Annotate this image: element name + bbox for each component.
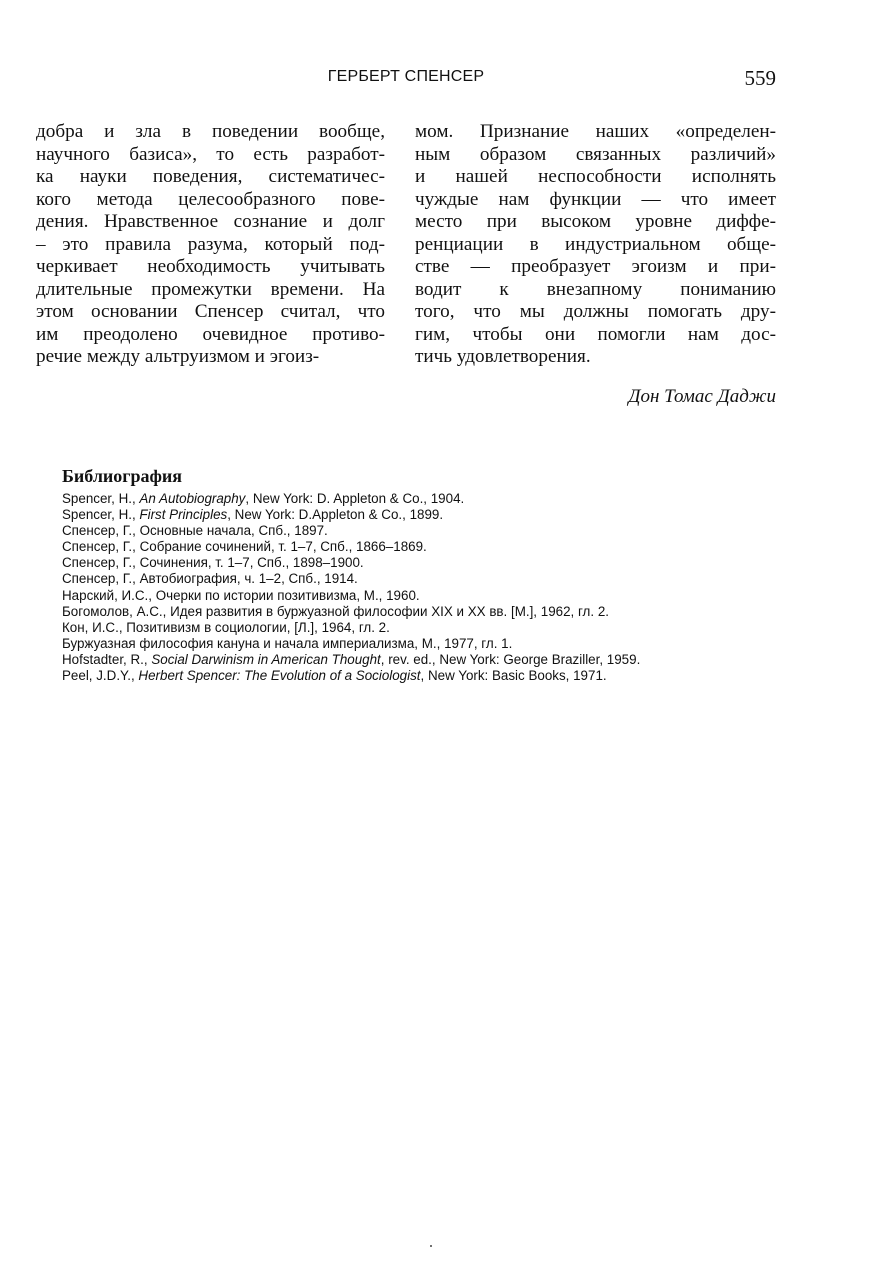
bibliography-entry <box>62 507 782 523</box>
left-column <box>36 121 385 369</box>
entry-text: Peel, J.D.Y., <box>62 668 139 684</box>
entry-text: Спенсер, Г., Сочинения, т. 1–7, Спб., 1898–1900. <box>62 555 364 571</box>
text-line: водит к внезапному пониманию <box>415 278 776 300</box>
entry-text: Кон, И.С., Позитивизм в социологии, [Л.], 1964, гл. 2. <box>62 619 390 635</box>
entry-text: Спенсер, Г., Основные начала, Спб., 1897. <box>62 523 328 539</box>
entry-text: Нарский, И.С., Очерки по истории позитивизма, М., 1960. <box>62 587 420 603</box>
entry-title: First Principles <box>139 507 228 523</box>
entry-text: , New York: D.Appleton & Co., 1899. <box>227 507 444 523</box>
bibliography-entry <box>62 636 782 652</box>
entry-title: Social Darwinism in American Thought <box>151 651 381 667</box>
text-line: и нашей неспособности исполнять <box>415 166 776 187</box>
entry-text: Богомолов, А.С., Идея развития в буржуазной философии XIX и XX вв. [М.], 1962, гл. 2. <box>62 603 609 619</box>
bibliography-heading: Библиография <box>62 466 183 486</box>
text-line: место при высоком уровне диффе- <box>415 211 776 232</box>
entry-title: Herbert Spencer: The Evolution of a Sociologist <box>138 668 421 684</box>
entry-text: Буржуазная философия кануна и начала империализма, М., 1977, гл. 1. <box>62 635 513 651</box>
page-number: 559 <box>744 66 776 90</box>
text-line: ным образом связанных различий» <box>415 143 776 165</box>
text-line: длительные промежутки времени. На <box>36 278 385 300</box>
entry-text: , New York: Basic Books, 1971. <box>420 668 607 684</box>
bibliography-entry <box>62 555 782 571</box>
text-line: кого метода целесообразного пове- <box>36 188 385 210</box>
text-line: им преодолено очевидное противо- <box>36 323 385 345</box>
entry-text: , New York: D. Appleton & Co., 1904. <box>245 491 465 506</box>
text-line: черкивает необходимость учитывать <box>36 256 385 277</box>
running-title: ГЕРБЕРТ СПЕНСЕР <box>327 68 485 85</box>
bibliography-entry <box>62 491 782 507</box>
text-line: чуждые нам функции — что имеет <box>415 188 776 210</box>
article-author: Дон Томас Даджи <box>628 386 776 407</box>
entry-text: Spencer, H., <box>62 507 140 523</box>
bibliography-entry <box>62 652 782 668</box>
text-line: ка науки поведения, систематичес- <box>36 166 385 187</box>
bibliography-list <box>62 491 782 684</box>
bibliography-section <box>62 466 782 684</box>
text-line: гим, чтобы они помогли нам дос- <box>415 323 776 345</box>
text-line: дения. Нравственное сознание и долг <box>36 211 385 232</box>
bibliography-entry <box>62 620 782 636</box>
text-line: – это правила разума, который под- <box>36 233 385 255</box>
entry-text: Спенсер, Г., Собрание сочинений, т. 1–7, Спб., 1866–1869. <box>62 539 427 555</box>
entry-text: Hofstadter, R., <box>62 651 152 667</box>
text-line: этом основании Спенсер считал, что <box>36 301 385 322</box>
entry-text: Spencer, H., <box>62 491 140 506</box>
text-line: того, что мы должны помогать дру- <box>415 301 776 322</box>
entry-title: An Autobiography <box>139 491 246 506</box>
bibliography-entry <box>62 571 782 587</box>
bibliography-entry <box>62 604 782 620</box>
entry-text: , rev. ed., New York: George Braziller, 1959. <box>380 651 641 667</box>
page-speck <box>430 1245 432 1247</box>
text-line: ренциации в индустриальном обще- <box>415 233 776 255</box>
text-line: добра и зла в поведении вообще, <box>36 121 385 142</box>
bibliography-entry <box>62 588 782 604</box>
text-line: тичь удовлетворения. <box>415 346 591 367</box>
text-line: речие между альтруизмом и эгоиз- <box>36 346 320 367</box>
bibliography-entry <box>62 668 782 684</box>
text-line: мом. Признание наших «определен- <box>415 121 776 142</box>
text-line: стве — преобразует эгоизм и при- <box>415 256 776 277</box>
text-line: научного базиса», то есть разработ- <box>36 143 385 165</box>
right-column <box>415 121 776 369</box>
page-header <box>36 68 776 94</box>
entry-text: Спенсер, Г., Автобиография, ч. 1–2, Спб., 1914. <box>62 571 358 587</box>
bibliography-entry <box>62 539 782 555</box>
bibliography-entry <box>62 523 782 539</box>
